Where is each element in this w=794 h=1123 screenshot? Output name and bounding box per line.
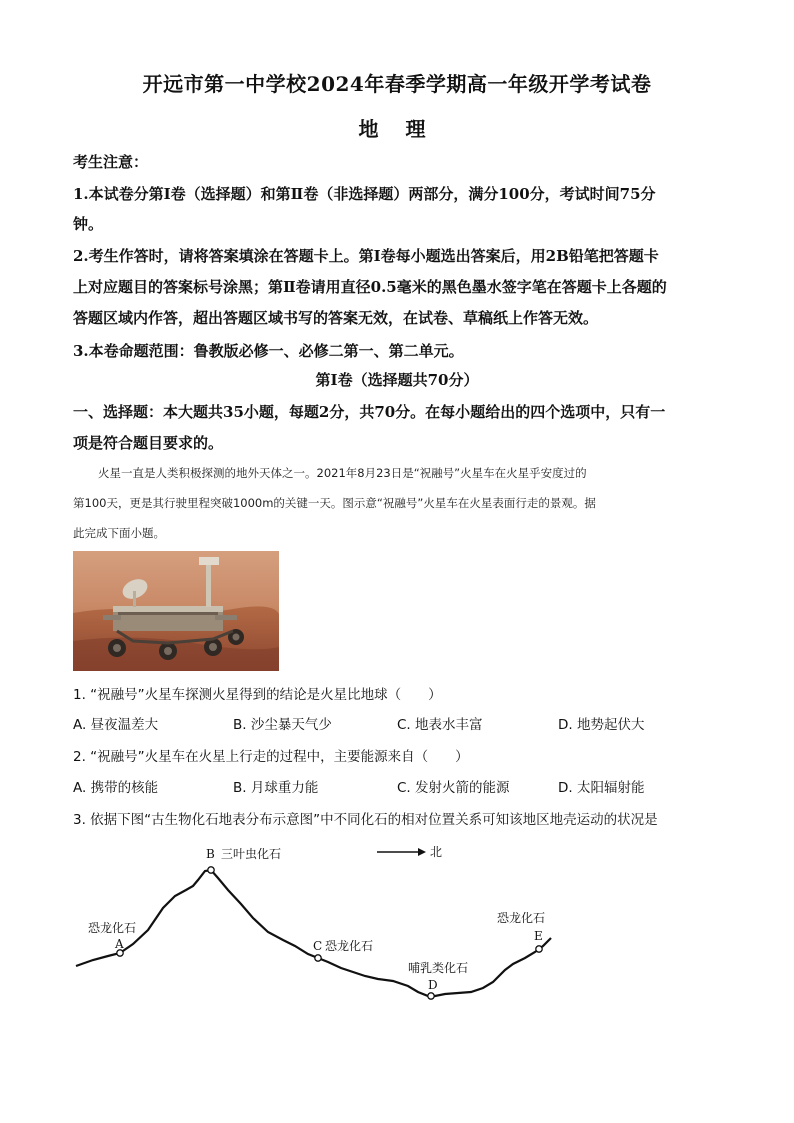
notice-item-1-line-1: 1.本试卷分第Ⅰ卷（选择题）和第Ⅱ卷（非选择题）两部分，满分100分，考试时间75分 — [73, 185, 656, 203]
point-c-fossil: 恐龙化石 — [325, 939, 374, 953]
subject-title: 地 理 — [358, 117, 436, 141]
question-1-option-a[interactable]: A. 昼夜温差大 — [73, 717, 159, 733]
notice-item-3: 3.本卷命题范围：鲁教版必修一、必修二第一、第二单元。 — [73, 342, 464, 360]
point-e — [497, 910, 545, 952]
section-intro-line-1: 一、选择题：本大题共35小题，每题2分，共70分。在每小题给出的四个选项中，只有一 — [73, 403, 666, 421]
north-arrow-icon — [377, 848, 426, 856]
point-c-letter: C — [313, 939, 323, 953]
point-d-letter: D — [428, 978, 438, 992]
point-b-fossil: 三叶虫化石 — [221, 847, 282, 861]
passage-line-3: 此完成下面小题。 — [73, 526, 165, 540]
notice-item-2-line-1: 2.考生作答时，请将答案填涂在答题卡上。第Ⅰ卷每小题选出答案后，用2B铅笔把答题卡 — [73, 247, 659, 265]
point-a-letter: A — [115, 937, 124, 951]
question-2-option-a[interactable]: A. 携带的核能 — [73, 780, 159, 796]
point-c — [313, 938, 373, 961]
question-1-option-b[interactable]: B. 沙尘暴天气少 — [233, 717, 332, 733]
question-2-stem: 2. “祝融号”火星车在火星上行走的过程中，主要能源来自（ ） — [73, 749, 469, 765]
north-label: 北 — [430, 845, 443, 859]
notice-item-1-line-2: 钟。 — [73, 215, 104, 233]
point-e-fossil: 恐龙化石 — [497, 911, 546, 925]
question-1-stem: 1. “祝融号”火星车探测火星得到的结论是火星比地球（ ） — [73, 687, 442, 703]
section-title: 第Ⅰ卷（选择题共70分） — [315, 371, 479, 389]
question-1-option-c[interactable]: C. 地表水丰富 — [397, 717, 483, 733]
point-a-fossil: 恐龙化石 — [88, 921, 137, 935]
question-2-option-c[interactable]: C. 发射火箭的能源 — [397, 780, 510, 796]
exam-title: 开远市第一中学校2024年春季学期高一年级开学考试卷 — [142, 72, 652, 96]
point-a — [88, 920, 136, 956]
notice-item-2-line-3: 答题区域内作答，超出答题区域书写的答案无效，在试卷、草稿纸上作答无效。 — [73, 309, 599, 327]
question-3-stem: 3. 依据下图“古生物化石地表分布示意图”中不同化石的相对位置关系可知该地区地壳运动的状况是 — [73, 812, 658, 828]
fossil-distribution-diagram — [73, 838, 573, 1018]
passage-line-1: 火星一直是人类积极探测的地外天体之一。2021年8月23日是“祝融号”火星车在火星乎安度过的 — [98, 466, 587, 480]
point-b-letter: B — [206, 847, 215, 861]
mars-rover-photo — [73, 551, 279, 671]
notice-item-2-line-2: 上对应题目的答案标号涂黑；第Ⅱ卷请用直径0.5毫米的黑色墨水签字笔在答题卡上各题的 — [73, 278, 667, 296]
section-intro-line-2: 项是符合题目要求的。 — [73, 434, 224, 452]
question-2-option-b[interactable]: B. 月球重力能 — [233, 780, 319, 796]
reading-passage — [73, 458, 723, 548]
notice-heading: 考生注意： — [73, 153, 149, 171]
question-1-option-d[interactable]: D. 地势起伏大 — [558, 717, 645, 733]
point-d-fossil: 哺乳类化石 — [408, 961, 469, 975]
passage-line-2: 第100天，更是其行驶里程突破1000m的关键一天。图示意“祝融号”火星车在火星表面行走的景观。据 — [73, 496, 596, 510]
question-2-option-d[interactable]: D. 太阳辐射能 — [558, 780, 645, 796]
terrain-profile-line — [76, 870, 551, 996]
point-e-letter: E — [534, 929, 543, 943]
point-b — [206, 846, 281, 873]
